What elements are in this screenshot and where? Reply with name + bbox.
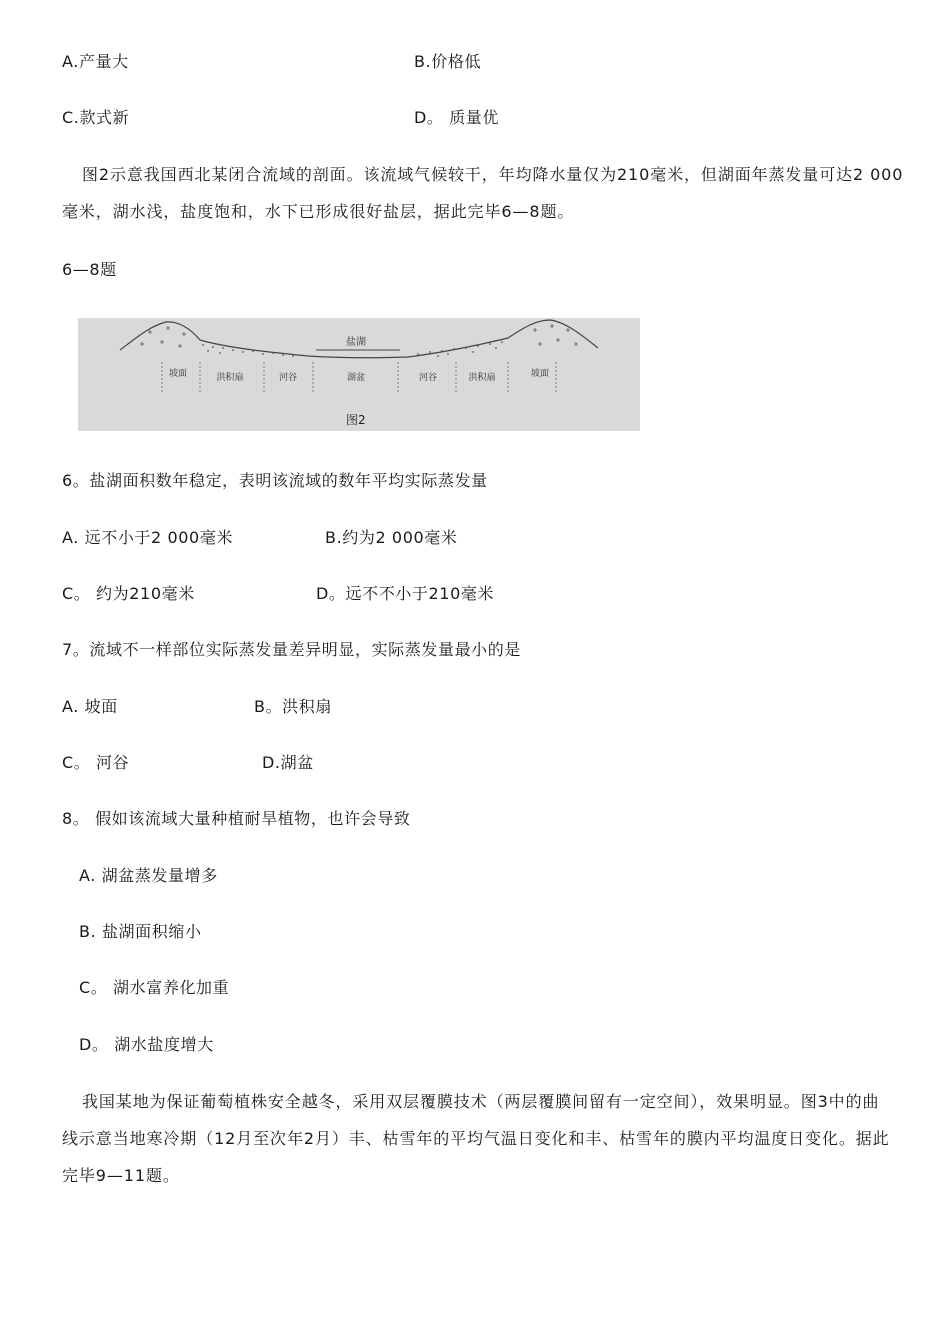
q8-option-b: B. 盐湖面积缩小 xyxy=(79,922,202,941)
q6-stem: 6。盐湖面积数年稳定，表明该流域的数年平均实际蒸发量 xyxy=(62,471,488,490)
q7-option-b: B。洪积扇 xyxy=(254,697,332,716)
lake-label: 盐湖 xyxy=(346,337,366,348)
zone-label-slope-left: 坡面 xyxy=(168,369,188,379)
zone-label-valley-left: 河谷 xyxy=(278,373,298,383)
section-label: 6—8题 xyxy=(62,260,117,279)
q6-option-b: B.约为2 000毫米 xyxy=(325,528,458,547)
q7-stem: 7。流域不一样部位实际蒸发量差异明显，实际蒸发量最小的是 xyxy=(62,640,521,659)
zone-label-basin: 湖盆 xyxy=(346,373,366,383)
zone-label-slope-right: 坡面 xyxy=(530,369,550,379)
intro-paragraph-9-11: 我国某地为保证葡萄植株安全越冬，采用双层覆膜技术（两层覆膜间留有一定空间），效果明显。图3中的曲线示意当地寒冷期（12月至次年2月）丰、枯雪年的平均气温日变化和丰、枯雪年的膜内平均温度日变化。据此完毕9—11题。 xyxy=(62,1092,890,1185)
zone-label-fan-right: 洪积扇 xyxy=(468,373,496,383)
cross-section-diagram xyxy=(78,318,640,431)
q8-option-d: D。 湖水盐度增大 xyxy=(79,1035,214,1054)
q8-option-a: A. 湖盆蒸发量增多 xyxy=(79,866,218,885)
intro-paragraph-6-8: 图2示意我国西北某闭合流域的剖面。该流域气候较干，年均降水量仅为210毫米，但湖面年蒸发量可达2 000毫米，湖水浅，盐度饱和，水下已形成很好盐层，据此完毕6—8题。 xyxy=(62,165,904,221)
q8-option-c: C。 湖水富养化加重 xyxy=(79,978,230,997)
figure-2 xyxy=(78,318,640,431)
q5-option-d: D。 质量优 xyxy=(414,108,500,127)
zone-label-valley-right: 河谷 xyxy=(418,373,438,383)
q6-option-d: D。远不不小于210毫米 xyxy=(316,584,495,603)
figure-caption: 图2 xyxy=(346,413,366,427)
q5-option-c: C.款式新 xyxy=(62,108,130,127)
q6-option-c: C。 约为210毫米 xyxy=(62,584,195,603)
q8-stem: 8。 假如该流域大量种植耐旱植物，也许会导致 xyxy=(62,809,411,828)
zone-label-fan-left: 洪积扇 xyxy=(216,373,244,383)
q7-option-d: D.湖盆 xyxy=(262,753,314,772)
q5-option-a: A.产量大 xyxy=(62,52,129,71)
q6-option-a: A. 远不小于2 000毫米 xyxy=(62,528,234,547)
q7-option-a: A. 坡面 xyxy=(62,697,118,716)
q5-option-b: B.价格低 xyxy=(414,52,482,71)
q7-option-c: C。 河谷 xyxy=(62,753,130,772)
